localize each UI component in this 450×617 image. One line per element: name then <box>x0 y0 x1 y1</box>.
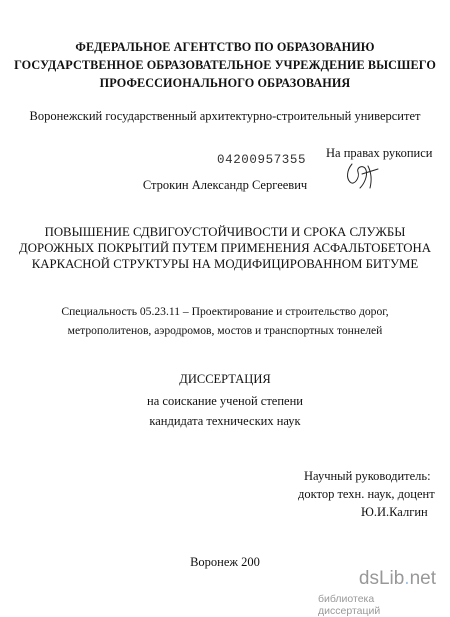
agency-line-2: ГОСУДАРСТВЕННОЕ ОБРАЗОВАТЕЛЬНОЕ УЧРЕЖДЕНИЕ ВЫСШЕГО <box>14 58 436 72</box>
supervisor-name: Ю.И.Калгин <box>361 505 428 519</box>
thesis-title-line-3: КАРКАСНОЙ СТРУКТУРЫ НА МОДИФИЦИРОВАННОМ БИТУМЕ <box>31 257 419 271</box>
specialty-line-1: Специальность 05.23.11 – Проектирование и строительство дорог, <box>61 305 389 318</box>
watermark-brand-dot: . <box>404 568 410 589</box>
place-year: Воронеж 200 <box>190 555 260 569</box>
registry-number: 04200957355 <box>217 153 307 167</box>
degree-line-2: кандидата технических наук <box>149 414 301 428</box>
supervisor-degree: доктор техн. наук, доцент <box>298 487 435 501</box>
specialty-line-2: метрополитенов, аэродромов, мостов и транспортных тоннелей <box>67 324 383 337</box>
degree-line-1: на соискание ученой степени <box>147 394 303 408</box>
author-name: Строкин Александр Сергеевич <box>142 178 308 192</box>
thesis-title-line-2: ДОРОЖНЫХ ПОКРЫТИЙ ПУТЕМ ПРИМЕНЕНИЯ АСФАЛЬТОБЕТОНА <box>18 241 432 255</box>
agency-line-3: ПРОФЕССИОНАЛЬНОГО ОБРАЗОВАНИЯ <box>99 76 351 90</box>
thesis-title-line-1: ПОВЫШЕНИЕ СДВИГОУСТОЙЧИВОСТИ И СРОКА СЛУЖБЫ <box>44 225 406 239</box>
watermark-brand-right: net <box>409 568 436 589</box>
site-watermark <box>318 568 444 617</box>
manuscript-rights: На правах рукописи <box>326 146 433 160</box>
document-type-title: ДИССЕРТАЦИЯ <box>179 372 271 386</box>
supervisor-role: Научный руководитель: <box>304 469 431 483</box>
watermark-subtitle: библиотека диссертаций <box>318 593 381 617</box>
agency-line-1: ФЕДЕРАЛЬНОЕ АГЕНТСТВО ПО ОБРАЗОВАНИЮ <box>75 40 375 54</box>
watermark-brand-left: dsLib <box>358 568 405 589</box>
watermark-brand <box>359 568 436 590</box>
university-name: Воронежский государственный архитектурно-строительный университет <box>29 109 421 123</box>
